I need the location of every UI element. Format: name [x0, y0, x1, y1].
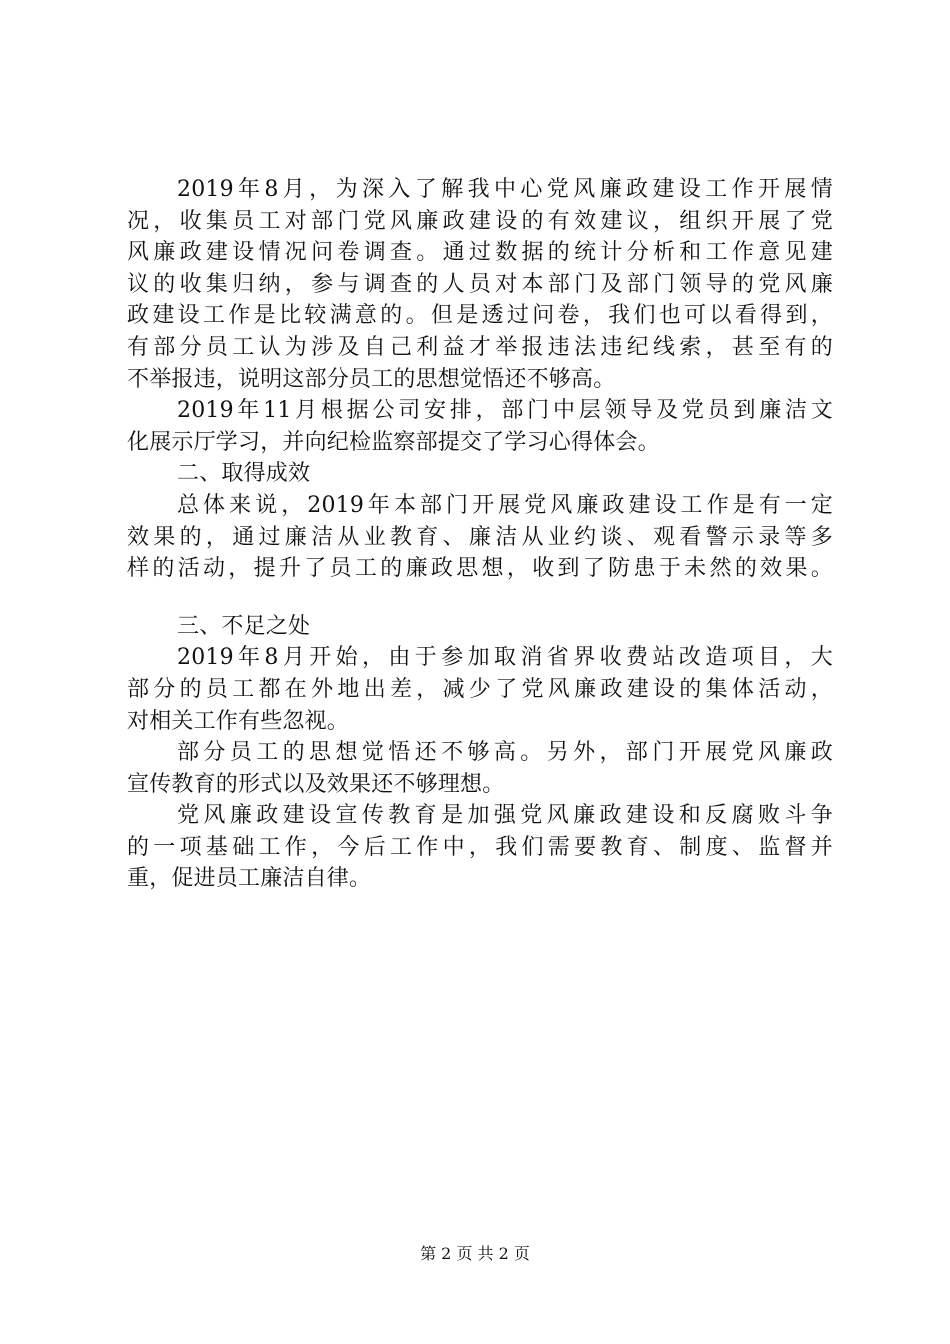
- text-line: 况，收集员工对部门党风廉政建设的有效建议，组织开展了党: [127, 208, 833, 234]
- paragraph-study: [127, 395, 833, 458]
- section-heading: 二、取得成效: [177, 461, 311, 487]
- text-line: 政建设工作是比较满意的。但是透过问卷，我们也可以看得到，: [127, 303, 833, 329]
- text-line: 部分员工的思想觉悟还不够高。另外，部门开展党风廉政: [177, 740, 833, 766]
- text-line: 风廉政建设情况问卷调查。通过数据的统计分析和工作意见建: [127, 240, 833, 266]
- paragraph-survey: [127, 174, 833, 395]
- page-number-footer: 第 2 页 共 2 页: [420, 1244, 530, 1263]
- text-line: 有部分员工认为涉及自己利益才举报违法违纪线索，甚至有的: [127, 334, 833, 360]
- paragraph-project: [127, 642, 833, 737]
- text-line: 部分的员工都在外地出差，减少了党风廉政建设的集体活动，: [127, 676, 833, 702]
- text-line: 2019年8月，为深入了解我中心党风廉政建设工作开展情: [177, 177, 833, 202]
- text-line: 不举报违，说明这部分员工的思想觉悟还不够高。: [127, 366, 616, 392]
- text-line: 样的活动，提升了员工的廉政思想，收到了防患于未然的效果。: [127, 556, 833, 582]
- text-line: 对相关工作有些忽视。: [127, 708, 350, 734]
- text-line: 议的收集归纳，参与调查的人员对本部门及部门领导的党风廉: [127, 271, 833, 297]
- paragraph-conclusion: [127, 800, 833, 895]
- text-line: 2019年8月开始，由于参加取消省界收费站改造项目，大: [177, 645, 833, 671]
- section-heading-results: [127, 458, 833, 490]
- text-line: 总体来说，2019年本部门开展党风廉政建设工作是有一定: [177, 492, 833, 518]
- text-line: 重，促进员工廉洁自律。: [127, 866, 372, 892]
- document-body: [127, 174, 833, 895]
- text-line: 化展示厅学习，并向纪检监察部提交了学习心得体会。: [127, 429, 660, 455]
- text-line: 的一项基础工作，今后工作中，我们需要教育、制度、监督并: [127, 834, 833, 860]
- text-line: 宣传教育的形式以及效果还不够理想。: [127, 771, 505, 797]
- paragraph-results: [127, 490, 833, 585]
- text-line: 党风廉政建设宣传教育是加强党风廉政建设和反腐败斗争: [177, 803, 833, 829]
- text-line: 2019年11月根据公司安排，部门中层领导及党员到廉洁文: [177, 398, 833, 424]
- section-heading-shortcomings: [127, 611, 833, 643]
- paragraph-awareness: [127, 737, 833, 800]
- text-line: 效果的，通过廉洁从业教育、廉洁从业约谈、观看警示录等多: [127, 524, 833, 550]
- section-heading: 三、不足之处: [177, 613, 311, 639]
- paragraph-spacer: [127, 585, 833, 611]
